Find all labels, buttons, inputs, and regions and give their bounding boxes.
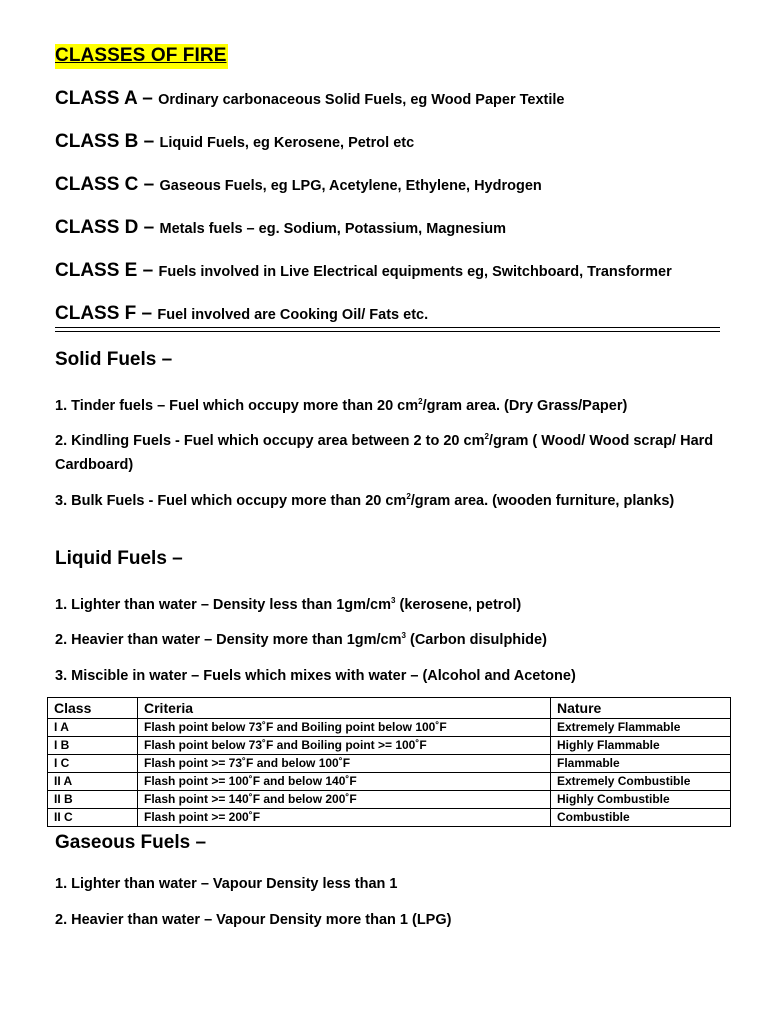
- cell-criteria: Flash point >= 200˚F: [138, 809, 551, 827]
- cell-criteria: Flash point >= 100˚F and below 140˚F: [138, 773, 551, 791]
- cell-class: II A: [48, 773, 138, 791]
- item-text: 3. Miscible in water – Fuels which mixes with water – (Alcohol and Acetone): [55, 668, 576, 684]
- class-description: Ordinary carbonaceous Solid Fuels, eg Wood Paper Textile: [158, 92, 565, 108]
- fire-class-b: [55, 131, 414, 153]
- fire-class-a: [55, 88, 564, 110]
- title-wrap: [55, 44, 228, 69]
- item-text: 3. Bulk Fuels - Fuel which occupy more than 20 cm: [55, 493, 407, 509]
- liquid-fuels-heading: Liquid Fuels –: [55, 548, 183, 569]
- table-row: [48, 773, 731, 791]
- solid-fuel-item: [55, 425, 720, 477]
- class-name: CLASS D –: [55, 217, 160, 238]
- fire-class-f: [55, 303, 428, 325]
- gaseous-fuels-heading: Gaseous Fuels –: [55, 832, 207, 853]
- superscript: 2: [418, 397, 423, 406]
- cell-class: I B: [48, 737, 138, 755]
- class-name: CLASS C –: [55, 174, 160, 195]
- item-text: 2. Heavier than water – Density more than 1gm/cm: [55, 632, 402, 648]
- liquid-fuel-item: [55, 589, 720, 617]
- cell-nature: Extremely Combustible: [551, 773, 731, 791]
- solid-fuel-item: [55, 485, 720, 513]
- table-row: [48, 809, 731, 827]
- cell-nature: Flammable: [551, 755, 731, 773]
- fire-class-d: [55, 217, 506, 239]
- class-name: CLASS B –: [55, 131, 160, 152]
- cell-criteria: Flash point below 73˚F and Boiling point below 100˚F: [138, 719, 551, 737]
- superscript: 2: [406, 492, 411, 501]
- header-class: Class: [48, 698, 138, 719]
- liquid-fuel-item: [55, 624, 720, 652]
- fire-class-e: [55, 260, 672, 282]
- item-text: /gram area. (wooden furniture, planks): [410, 493, 675, 509]
- cell-class: II C: [48, 809, 138, 827]
- item-text: 2. Kindling Fuels - Fuel which occupy area between 2 to 20 cm: [55, 433, 485, 449]
- gaseous-fuel-item: 2. Heavier than water – Vapour Density more than 1 (LPG): [55, 912, 452, 928]
- table-header-row: [48, 698, 731, 719]
- table-row: [48, 719, 731, 737]
- item-text: 1. Lighter than water – Density less than 1gm/cm: [55, 597, 392, 613]
- cell-criteria: Flash point below 73˚F and Boiling point >= 100˚F: [138, 737, 551, 755]
- item-text: /gram area. (Dry Grass/Paper): [422, 398, 628, 414]
- item-text: 1. Tinder fuels – Fuel which occupy more than 20 cm: [55, 398, 419, 414]
- superscript: 2: [484, 432, 489, 441]
- cell-class: I A: [48, 719, 138, 737]
- header-nature: Nature: [551, 698, 731, 719]
- class-description: Fuel involved are Cooking Oil/ Fats etc.: [157, 307, 429, 323]
- table-row: [48, 791, 731, 809]
- double-divider: [55, 327, 720, 332]
- solid-fuel-item: [55, 390, 720, 418]
- class-name: CLASS A –: [55, 88, 159, 109]
- table-row: [48, 755, 731, 773]
- cell-criteria: Flash point >= 73˚F and below 100˚F: [138, 755, 551, 773]
- cell-class: II B: [48, 791, 138, 809]
- cell-nature: Highly Combustible: [551, 791, 731, 809]
- class-description: Fuels involved in Live Electrical equipments eg, Switchboard, Transformer: [158, 264, 672, 280]
- flash-point-table: [47, 697, 731, 827]
- item-text: (kerosene, petrol): [395, 597, 522, 613]
- class-description: Liquid Fuels, eg Kerosene, Petrol etc: [159, 135, 415, 151]
- gaseous-fuel-item: 1. Lighter than water – Vapour Density less than 1: [55, 876, 398, 892]
- table-row: [48, 737, 731, 755]
- item-text: (Carbon disulphide): [405, 632, 547, 648]
- class-name: CLASS F –: [55, 303, 158, 324]
- superscript: 3: [391, 596, 396, 605]
- cell-class: I C: [48, 755, 138, 773]
- header-criteria: Criteria: [138, 698, 551, 719]
- cell-nature: Highly Flammable: [551, 737, 731, 755]
- solid-fuels-heading: Solid Fuels –: [55, 349, 173, 370]
- cell-nature: Extremely Flammable: [551, 719, 731, 737]
- class-name: CLASS E –: [55, 260, 159, 281]
- fire-class-c: [55, 174, 542, 196]
- superscript: 3: [401, 631, 406, 640]
- cell-criteria: Flash point >= 140˚F and below 200˚F: [138, 791, 551, 809]
- liquid-fuel-item: [55, 660, 720, 688]
- document-title: CLASSES OF FIRE: [55, 44, 228, 69]
- cell-nature: Combustible: [551, 809, 731, 827]
- class-description: Metals fuels – eg. Sodium, Potassium, Magnesium: [159, 221, 507, 237]
- class-description: Gaseous Fuels, eg LPG, Acetylene, Ethylene, Hydrogen: [159, 178, 542, 194]
- item-text: /gram ( Wood/ Wood scrap/ Hard Cardboard): [55, 433, 714, 473]
